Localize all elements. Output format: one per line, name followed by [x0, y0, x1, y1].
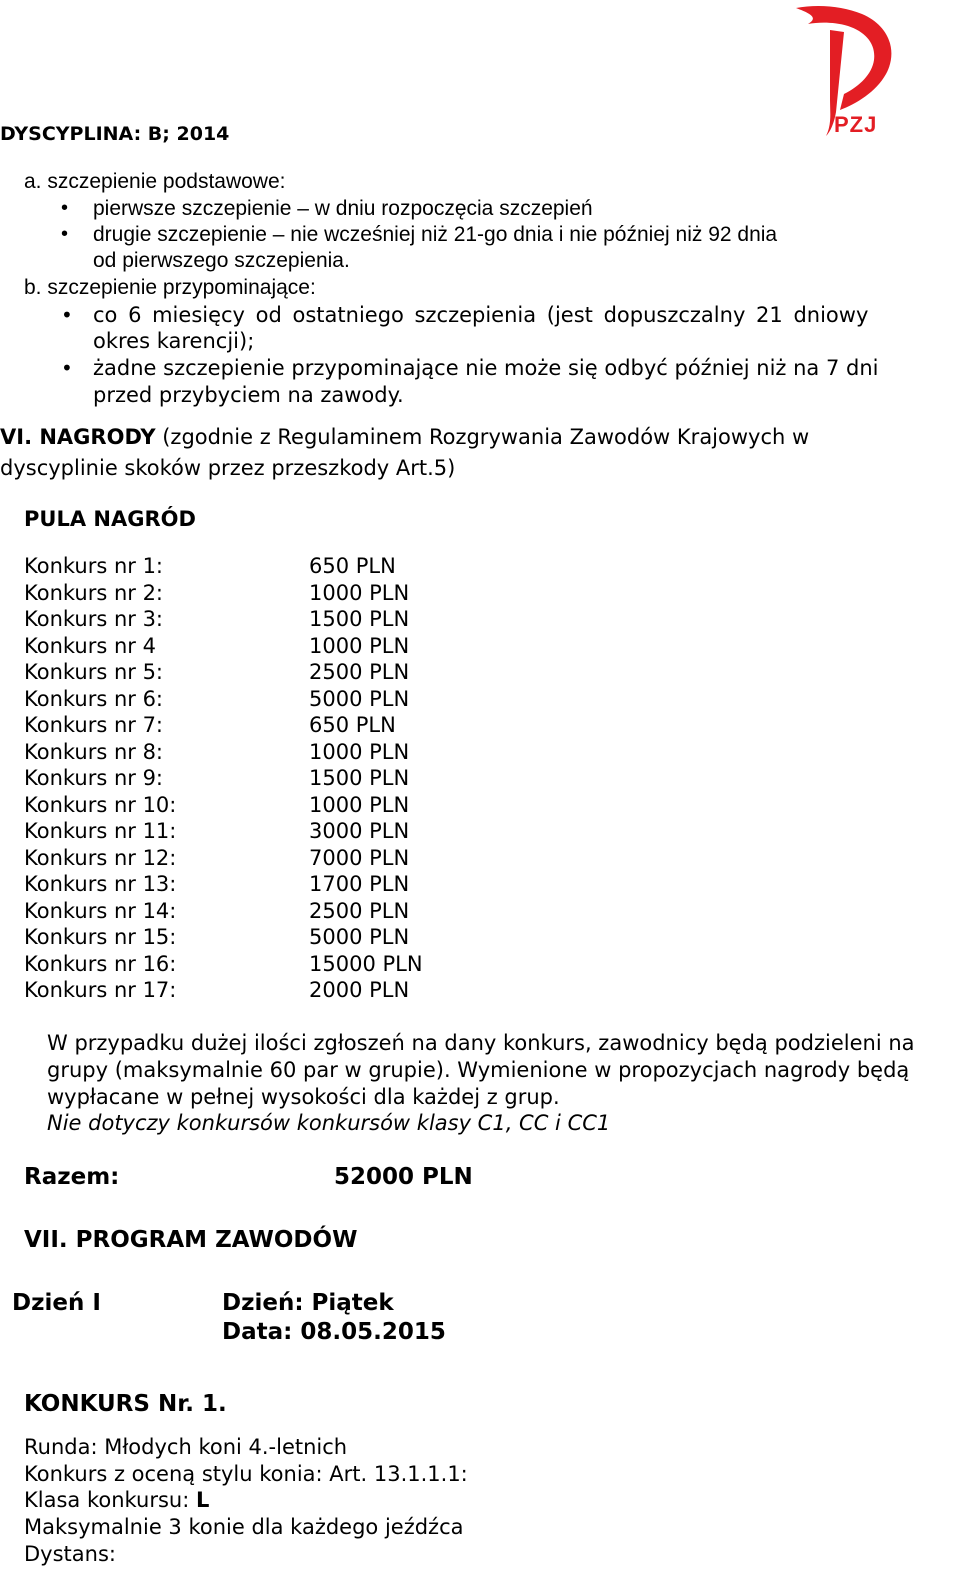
prize-table	[24, 553, 423, 1004]
contest-round: Runda: Młodych koni 4.-letnich	[24, 1435, 348, 1459]
prize-label: Konkurs nr 12:	[24, 845, 177, 870]
prize-label: Konkurs nr 1:	[24, 554, 164, 578]
note-line: wypłacane w pełnej wysokości dla każdej z grup.	[47, 1085, 560, 1109]
prize-amount: 1500 PLN	[309, 607, 410, 631]
prize-label: Konkurs nr 10:	[24, 792, 177, 817]
prize-pool-title: PULA NAGRÓD	[24, 507, 196, 531]
prize-row	[24, 871, 423, 898]
prize-label: Konkurs nr 2:	[24, 580, 164, 605]
prize-amount: 650 PLN	[309, 713, 396, 737]
day-date: Data: 08.05.2015	[222, 1319, 446, 1345]
prize-amount: 3000 PLN	[309, 819, 410, 843]
note-italic: Nie dotyczy konkursów konkursów klasy C1, CC i CC1	[47, 1111, 611, 1135]
prize-amount: 1700 PLN	[309, 872, 410, 896]
contest-max-horses: Maksymalnie 3 konie dla każdego jeźdźca	[24, 1515, 464, 1539]
vaccination-a-title: a. szczepienie podstawowe:	[24, 170, 286, 193]
logo-text: PZJ	[834, 112, 878, 137]
prize-amount: 1000 PLN	[309, 739, 410, 764]
prize-row	[24, 659, 423, 686]
prize-amount: 5000 PLN	[309, 686, 410, 711]
prize-row	[24, 792, 423, 819]
list-item-continuation: okres karencji);	[93, 329, 255, 353]
discipline-title: DYSCYPLINA: B; 2014	[0, 123, 230, 145]
note-line: grupy (maksymalnie 60 par w grupie). Wymienione w propozycjach nagrody będą	[47, 1058, 910, 1082]
pzj-logo	[790, 0, 910, 140]
prize-label: Konkurs nr 3:	[24, 607, 164, 631]
total-label: Razem:	[24, 1164, 120, 1190]
prize-label: Konkurs nr 15:	[24, 925, 177, 949]
prize-row	[24, 712, 423, 739]
list-item: • drugie szczepienie – nie wcześniej niż 21-go dnia i nie później niż 92 dnia	[61, 223, 778, 246]
contest-style: Konkurs z oceną stylu konia: Art. 13.1.1.1:	[24, 1462, 468, 1486]
prize-label: Konkurs nr 7:	[24, 713, 164, 737]
prize-label: Konkurs nr 11:	[24, 819, 177, 843]
prize-amount: 1000 PLN	[309, 580, 410, 605]
list-item-continuation: od pierwszego szczepienia.	[93, 249, 350, 272]
prize-row	[24, 580, 423, 607]
prize-label: Konkurs nr 17:	[24, 978, 177, 1002]
prize-amount: 650 PLN	[309, 554, 396, 578]
contest-title: KONKURS Nr. 1.	[24, 1391, 227, 1417]
prize-label: Konkurs nr 13:	[24, 872, 177, 896]
prize-row	[24, 765, 423, 792]
prize-label: Konkurs nr 4	[24, 633, 156, 658]
prize-row	[24, 818, 423, 845]
section-7-heading: VII. PROGRAM ZAWODÓW	[24, 1227, 358, 1253]
contest-distance: Dystans:	[24, 1542, 116, 1566]
prize-amount: 5000 PLN	[309, 925, 410, 949]
section-6-heading: VI. NAGRODY (zgodnie z Regulaminem Rozgrywania Zawodów Krajowych w	[0, 425, 810, 449]
prize-row	[24, 553, 423, 580]
total-value: 52000 PLN	[334, 1164, 473, 1190]
prize-row	[24, 951, 423, 978]
prize-row	[24, 686, 423, 713]
prize-row	[24, 924, 423, 951]
list-item: • pierwsze szczepienie – w dniu rozpoczęcia szczepień	[61, 197, 593, 220]
contest-class: Klasa konkursu: L	[24, 1488, 210, 1512]
prize-amount: 2500 PLN	[309, 660, 410, 684]
prize-amount: 2500 PLN	[309, 898, 410, 923]
prize-amount: 1500 PLN	[309, 766, 410, 790]
prize-amount: 1000 PLN	[309, 792, 410, 817]
section-6-heading-line2: dyscyplinie skoków przez przeszkody Art.5)	[0, 456, 456, 480]
prize-label: Konkurs nr 14:	[24, 898, 177, 923]
day-name: Dzień: Piątek	[222, 1290, 394, 1316]
list-item-continuation: przed przybyciem na zawody.	[93, 383, 404, 407]
prize-label: Konkurs nr 5:	[24, 660, 164, 684]
prize-row	[24, 845, 423, 872]
note-line: W przypadku dużej ilości zgłoszeń na dany konkurs, zawodnicy będą podzieleni na	[47, 1031, 915, 1055]
list-item: • żadne szczepienie przypominające nie może się odbyć później niż na 7 dni	[61, 356, 879, 380]
prize-amount: 1000 PLN	[309, 633, 410, 658]
prize-label: Konkurs nr 16:	[24, 951, 177, 976]
prize-amount: 15000 PLN	[309, 951, 423, 976]
prize-amount: 7000 PLN	[309, 845, 410, 870]
prize-row	[24, 898, 423, 925]
prize-row	[24, 739, 423, 766]
prize-row	[24, 977, 423, 1004]
prize-label: Konkurs nr 9:	[24, 766, 164, 790]
prize-label: Konkurs nr 6:	[24, 686, 164, 711]
prize-label: Konkurs nr 8:	[24, 739, 164, 764]
day-label: Dzień I	[12, 1290, 101, 1316]
prize-row	[24, 633, 423, 660]
vaccination-b-title: b. szczepienie przypominające:	[24, 276, 316, 299]
prize-amount: 2000 PLN	[309, 978, 410, 1002]
list-item: • co 6 miesięcy od ostatniego szczepienia (jest dopuszczalny 21 dniowy	[61, 303, 869, 327]
prize-row	[24, 606, 423, 633]
